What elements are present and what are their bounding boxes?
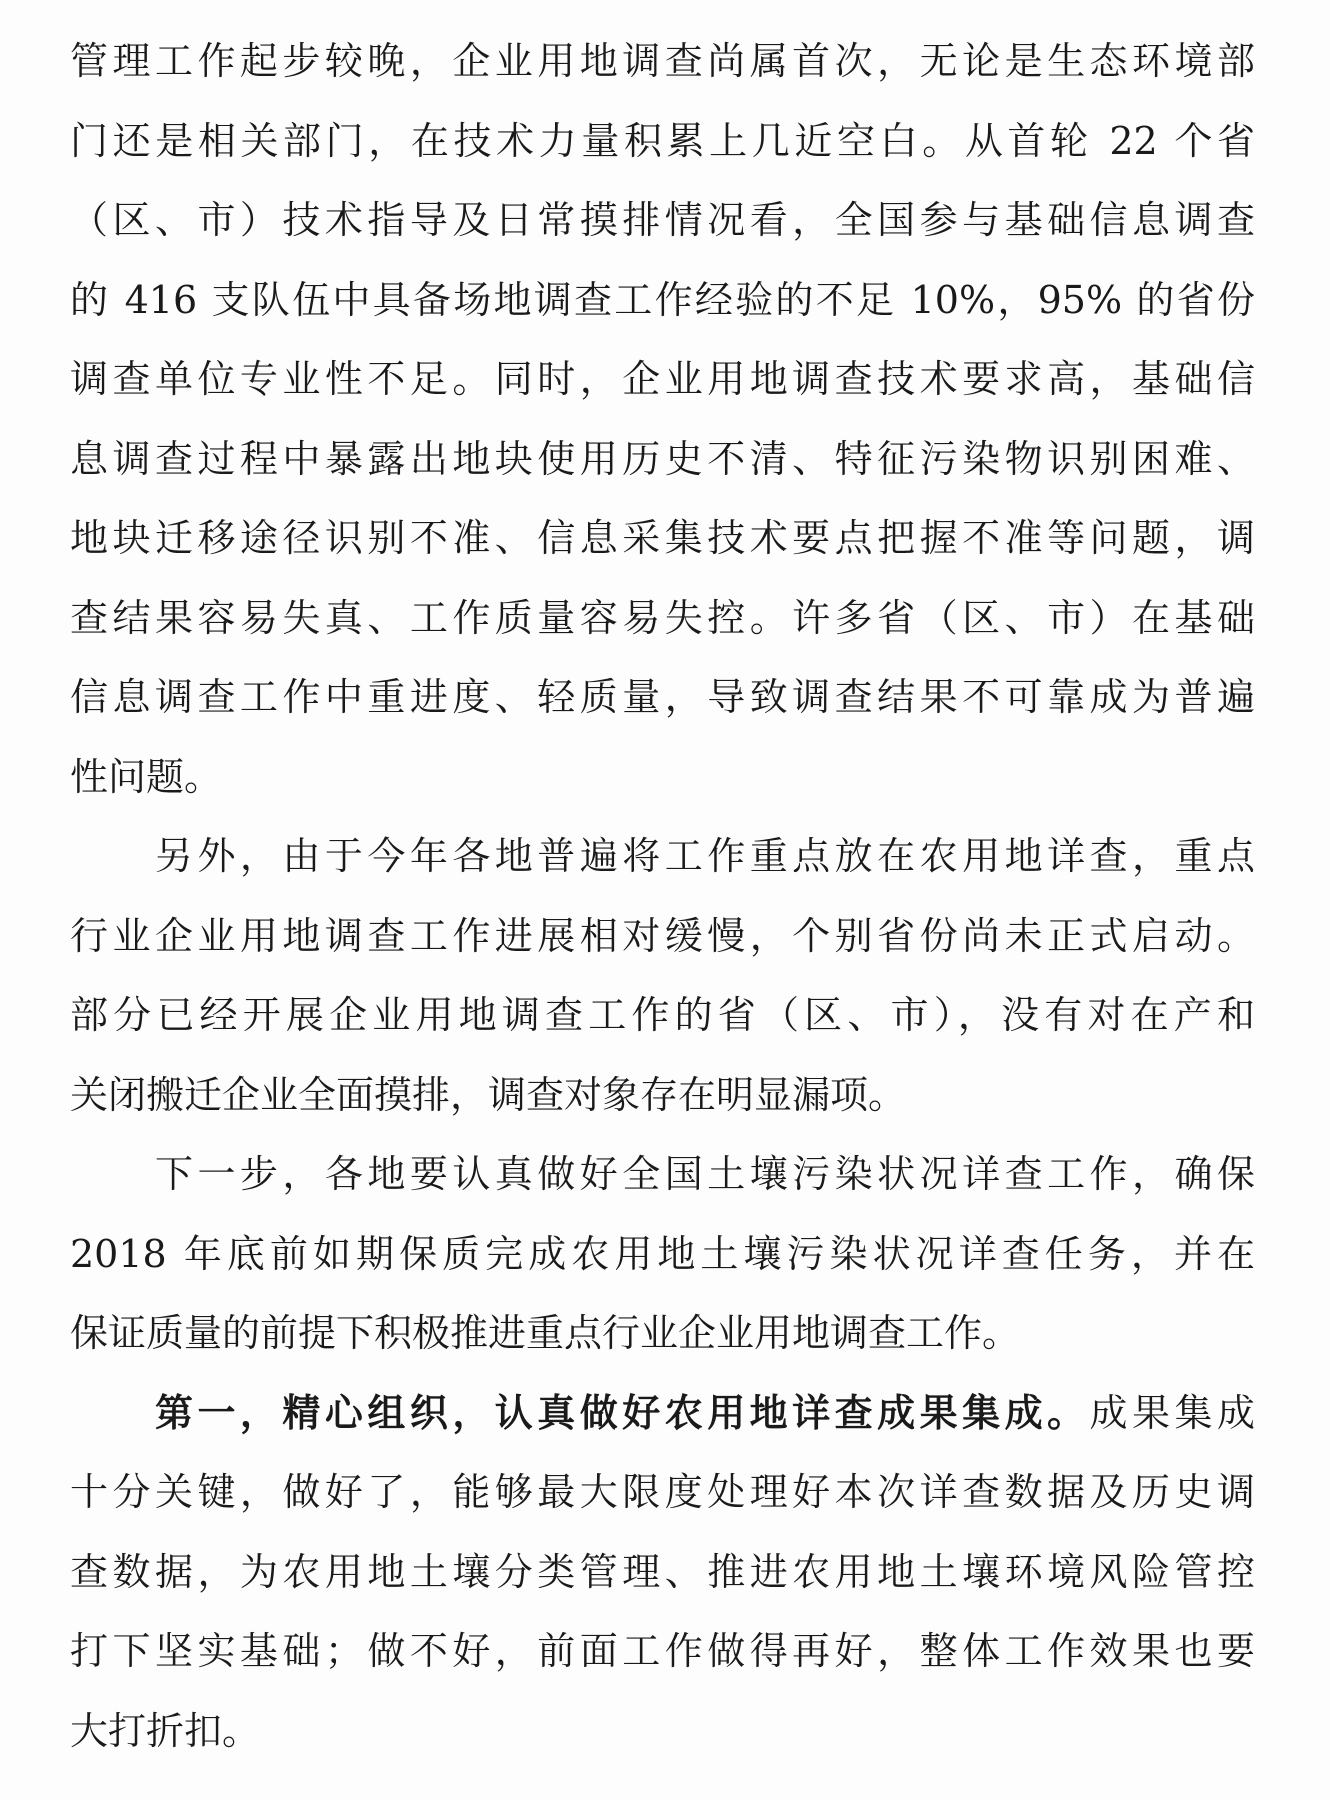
text-line: 门还是相关部门，在技术力量积累上几近空白。从首轮 22 个省 <box>70 118 1255 163</box>
paragraph-3 <box>70 1135 1255 1374</box>
text-line: （区、市）技术指导及日常摸排情况看，全国参与基础信息调查 <box>70 198 1255 242</box>
text-line: 的 416 支队伍中具备场地调查工作经验的不足 10%，95% 的省份 <box>70 277 1255 322</box>
paragraph-4 <box>70 1374 1255 1772</box>
text-line: 下一步，各地要认真做好全国土壤污染状况详查工作，确保 <box>70 1152 1255 1196</box>
text-line: 调查单位专业性不足。同时，企业用地调查技术要求高，基础信 <box>70 357 1255 401</box>
text-line: 查结果容易失真、工作质量容易失控。许多省（区、市）在基础 <box>70 595 1255 640</box>
text-line <box>70 1374 1255 1454</box>
text-line: 大打折扣。 <box>70 1708 261 1753</box>
text-line: 十分关键，做好了，能够最大限度处理好本次详查数据及历史调 <box>70 1470 1255 1514</box>
text-line: 另外，由于今年各地普遍将工作重点放在农用地详查，重点 <box>70 834 1255 878</box>
text-line: 2018 年底前如期保质完成农用地土壤污染状况详查任务，并在 <box>70 1231 1255 1276</box>
text-line: 性问题。 <box>70 754 223 799</box>
text-line: 查数据，为农用地土壤分类管理、推进农用地土壤环境风险管控 <box>70 1549 1255 1594</box>
text-line: 关闭搬迁企业全面摸排，调查对象存在明显漏项。 <box>70 1072 907 1117</box>
text-line: 地块迁移途径识别不准、信息采集技术要点把握不准等问题，调 <box>70 516 1255 560</box>
text-line: 行业企业用地调查工作进展相对缓慢，个别省份尚未正式启动。 <box>70 913 1255 958</box>
text-line: 管理工作起步较晚，企业用地调查尚属首次，无论是生态环境部 <box>70 39 1255 83</box>
section-heading: 第一，精心组织，认真做好农用地详查成果集成。 <box>70 1390 1090 1435</box>
text-run: 成果集成 <box>1089 1390 1255 1435</box>
document-body <box>70 22 1255 1771</box>
paragraph-1 <box>70 22 1255 817</box>
text-line: 部分已经开展企业用地调查工作的省（区、市），没有对在产和 <box>70 993 1255 1037</box>
paragraph-2 <box>70 817 1255 1135</box>
text-line: 信息调查工作中重进度、轻质量，导致调查结果不可靠成为普遍 <box>70 675 1255 719</box>
text-line: 保证质量的前提下积极推进重点行业企业用地调查工作。 <box>70 1311 1021 1355</box>
text-line: 息调查过程中暴露出地块使用历史不清、特征污染物识别困难、 <box>70 436 1255 481</box>
text-line: 打下坚实基础；做不好，前面工作做得再好，整体工作效果也要 <box>70 1629 1255 1673</box>
